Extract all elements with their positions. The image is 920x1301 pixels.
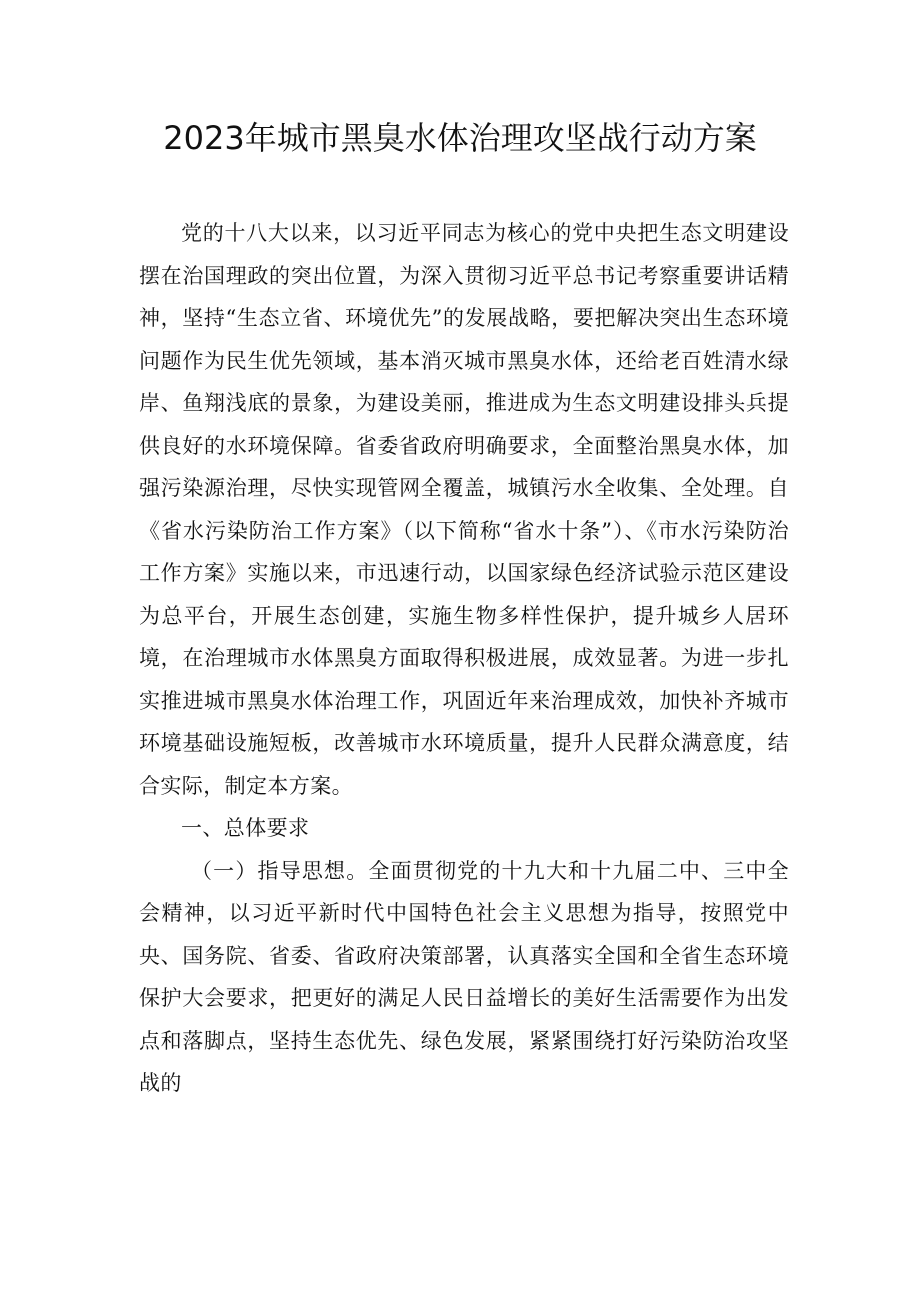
document-body (139, 212, 789, 1105)
intro-paragraph: 党的十八大以来，以习近平同志为核心的党中央把生态文明建设摆在治国理政的突出位置，为深入贯彻习近平总书记考察重要讲话精神，坚持“生态立省、环境优先”的发展战略，要把解决突出生态环境问题作为民生优先领域，基本消灭城市黑臭水体，还给老百姓清水绿岸、鱼翔浅底的景象，为建设美丽，推进成为生态文明建设排头兵提供良好的水环境保障。省委省政府明确要求，全面整治黑臭水体，加强污染源治理，尽快实现管网全覆盖，城镇污水全收集、全处理。自《省水污染防治工作方案》（以下简称“省水十条”）、《市水污染防治工作方案》实施以来，市迅速行动，以国家绿色经济试验示范区建设为总平台，开展生态创建，实施生物多样性保护，提升城乡人居环境，在治理城市水体黑臭方面取得积极进展，成效显著。为进一步扎实推进城市黑臭水体治理工作，巩固近年来治理成效，加快补齐城市环境基础设施短板，改善城市水环境质量，提升人民群众满意度，结合实际，制定本方案。 (139, 221, 789, 798)
guiding-ideology-paragraph: （一）指导思想。全面贯彻党的十九大和十九届二中、三中全会精神，以习近平新时代中国特色社会主义思想为指导，按照党中央、国务院、省委、省政府决策部署，认真落实全国和全省生态环境保护大会要求，把更好的满足人民日益增长的美好生活需要作为出发点和落脚点，坚持生态优先、绿色发展，紧紧围绕打好污染防治攻坚战的 (139, 858, 789, 1095)
document-title: 2023年城市黑臭水体治理攻坚战行动方案 (163, 119, 757, 157)
section-heading: 一、总体要求 (181, 816, 310, 840)
